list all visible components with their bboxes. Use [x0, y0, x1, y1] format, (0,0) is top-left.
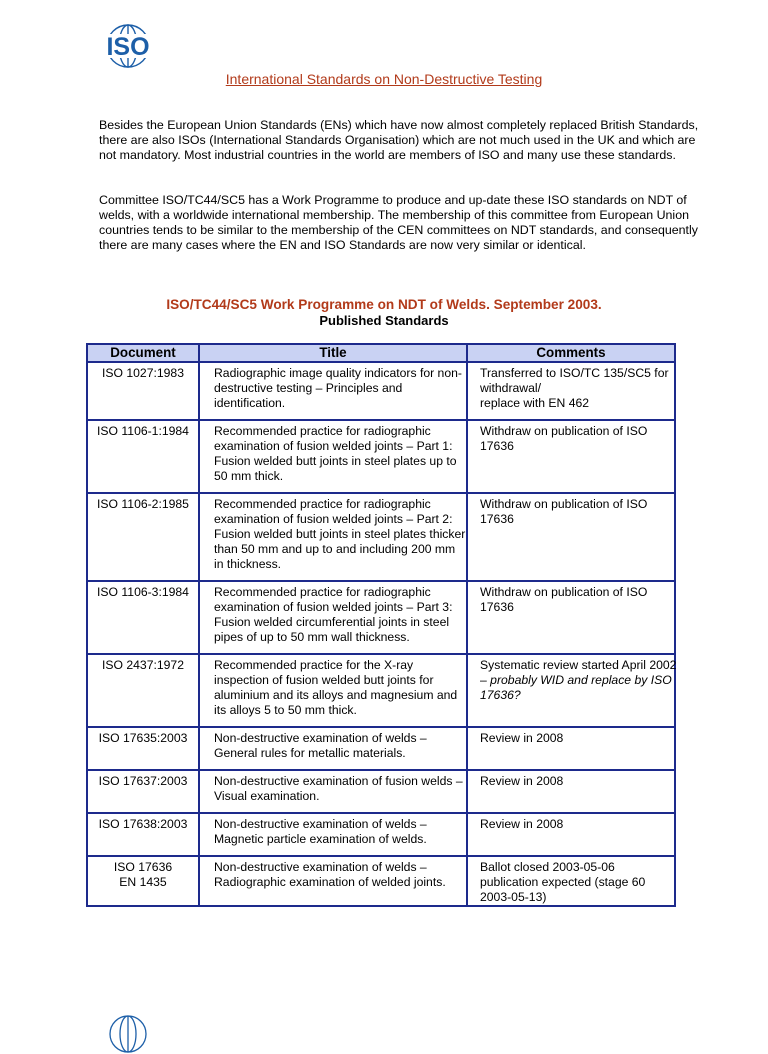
- page-heading: International Standards on Non-Destructive Testing: [225, 71, 543, 87]
- logo-text: ISO: [106, 33, 150, 61]
- iso-logo-bottom: [104, 1014, 152, 1054]
- comments-plain: Systematic review started April 2002 –: [480, 658, 677, 687]
- cell-title: Recommended practice for radiographic examination of fusion welded joints – Part 2: Fusion welded butt joints in steel plates thicker than 50 mm and up to and including 200 mm in thickness.: [214, 497, 466, 571]
- cell-comments: Review in 2008: [480, 817, 564, 831]
- table-header-row: [87, 344, 675, 362]
- work-programme-subtitle: Published Standards: [319, 313, 449, 328]
- cell-document: [88, 857, 198, 890]
- cell-comments: Withdraw on publication of ISO 17636: [480, 424, 648, 453]
- standards-table: [86, 343, 676, 907]
- header-document: Document: [87, 344, 199, 362]
- cell-document: ISO 1027:1983: [102, 366, 184, 380]
- cell-title: Recommended practice for the X-ray inspection of fusion welded butt joints for aluminium and its alloys and magnesium and its alloys 5 to 50 mm thick.: [214, 658, 458, 717]
- cell-comments: Transferred to ISO/TC 135/SC5 for withdrawal/ replace with EN 462: [480, 366, 669, 410]
- document-line-2: EN 1435: [119, 875, 167, 889]
- cell-comments: Withdraw on publication of ISO 17636: [480, 497, 648, 526]
- cell-document: ISO 1106-1:1984: [97, 424, 189, 438]
- table-row: [87, 581, 675, 654]
- cell-comments: Review in 2008: [480, 774, 564, 788]
- cell-title: Non-destructive examination of welds – Magnetic particle examination of welds.: [214, 817, 427, 846]
- table-row: [87, 856, 675, 906]
- iso-logo: [100, 22, 156, 70]
- table-row: [87, 493, 675, 581]
- cell-document: ISO 17638:2003: [98, 817, 188, 831]
- cell-comments: [468, 655, 678, 703]
- cell-title: Non-destructive examination of fusion welds – Visual examination.: [214, 774, 463, 803]
- cell-comments: Ballot closed 2003-05-06 publication expected (stage 60 2003-05-13): [480, 860, 646, 904]
- cell-comments: Withdraw on publication of ISO 17636: [480, 585, 648, 614]
- cell-title: Recommended practice for radiographic examination of fusion welded joints – Part 1: Fusion welded butt joints in steel plates up to 50 mm thick.: [214, 424, 457, 483]
- cell-comments: Review in 2008: [480, 731, 564, 745]
- globe-icon: [110, 1016, 146, 1052]
- work-programme-title: ISO/TC44/SC5 Work Programme on NDT of Welds. September 2003.: [166, 297, 602, 312]
- intro-paragraph: Besides the European Union Standards (ENs) which have now almost completely replaced British Standards, there are also ISOs (International Standards Organisation) which are not much used in the UK and which are not mandatory. Most industrial countries in the world are members of ISO and many use these standards.: [99, 118, 699, 162]
- table-row: [87, 727, 675, 770]
- committee-paragraph: Committee ISO/TC44/SC5 has a Work Programme to produce and up-date these ISO standards on NDT of welds, with a worldwide international membership. The membership of this committee from European Union countries tends to be similar to the membership of the CEN committees on NDT standards, and consequently there are many cases where the EN and ISO Standards are now very similar or identical.: [99, 193, 698, 252]
- header-title: Title: [199, 344, 467, 362]
- table-row: [87, 362, 675, 420]
- cell-document: ISO 2437:1972: [102, 658, 184, 672]
- cell-document: ISO 17635:2003: [98, 731, 188, 745]
- cell-title: Non-destructive examination of welds – Radiographic examination of welded joints.: [214, 860, 446, 889]
- cell-title: Recommended practice for radiographic examination of fusion welded joints – Part 3: Fusion welded circumferential joints in steel pipes of up to 50 mm wall thickness.: [214, 585, 453, 644]
- cell-title: Radiographic image quality indicators for non-destructive testing – Principles and identification.: [214, 366, 462, 410]
- header-comments: Comments: [467, 344, 675, 362]
- document-line-1: ISO 17636: [113, 860, 173, 874]
- cell-document: ISO 1106-2:1985: [97, 497, 189, 511]
- table-row: [87, 770, 675, 813]
- table-row: [87, 813, 675, 856]
- cell-document: ISO 17637:2003: [98, 774, 188, 788]
- comments-italic: probably WID and replace by ISO 17636?: [480, 673, 672, 702]
- cell-title: Non-destructive examination of welds – General rules for metallic materials.: [214, 731, 427, 760]
- table-row: [87, 420, 675, 493]
- table-row: [87, 654, 675, 727]
- cell-document: ISO 1106-3:1984: [97, 585, 189, 599]
